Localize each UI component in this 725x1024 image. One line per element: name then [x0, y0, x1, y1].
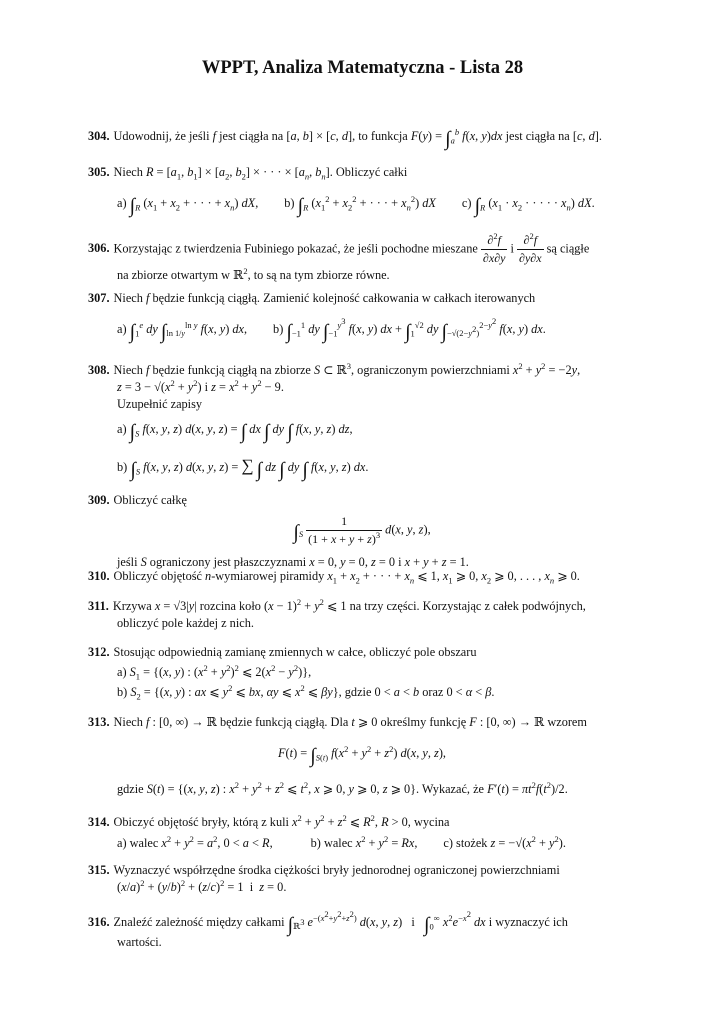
problem-number: 311.: [88, 599, 109, 613]
problem-number: 304.: [88, 129, 110, 143]
page-title: WPPT, Analiza Matematyczna - Lista 28: [201, 58, 524, 78]
problem-308: 308. Niech f będzie funkcją ciągłą na zbiorze S ⊂ ℝ$^3$, ograniczonym powierzchniami $x^2 + y^2 = -2y$, $z = 3 - √(x^2 + y^2)$ i $z = x^2 + y^2 - 9$. Uzupełnić zapisy a) $\int_S$ f(x, y, z) d(x, y, z) = ∫ dx ∫ dy ∫ f(x, y, z) dz, b) $\int_S$ f(x, y, z) d(x, y, z) = ∑ ∫ dz ∫ dy ∫ f(x, y, z) dx.: [88, 360, 581, 481]
problem-304: 304. Udowodnij, że jeśli f jest ciągła na [a, b] × [c, d], to funkcja $F(y) = \int_a^b$ f(x, y)dx jest ciągła na [c, d].: [88, 126, 602, 150]
problem-316: 316. Znaleźć zależność między całkami $\int_{ℝ^3}$ $e^{-(x^2+y^2+z^2)}$ d(x, y, z) i $\int_0^\infty$ $x^2e^{-x^2}$ dx i wyznaczyć ich wartości.: [88, 909, 568, 949]
problem-number: 312.: [88, 645, 110, 659]
problem-number: 310.: [88, 569, 110, 583]
problem-314: 314. Obiczyć objętość bryły, którą z kuli $x^2 + y^2 + z^2$ ⩽ $R^2$, R > 0, wycina a) walec $x^2 + y^2 = a^2$, 0 < a < R, b) walec $x^2 + y^2 = Rx$, c) stożek $z = -√(x^2 + y^2)$.: [88, 812, 566, 850]
problem-306: 306. Korzystając z twierdzenia Fubiniego pokazać, że jeśli pochodne mieszane $\frac{\partial^2f}{\partial x\partial y}$ i $\frac{\partial^2f}{\partial y\partial x}$ są ciągłe na zbiorze otwartym w ℝ$^2$, to są na tym zbiorze równe.: [88, 231, 590, 282]
problem-number: 307.: [88, 291, 110, 305]
problem-number: 305.: [88, 165, 110, 179]
problem-number: 314.: [88, 815, 110, 829]
problem-309: 309. Obliczyć całkę $\int_S$ $\frac{1}{(1 + x + y + z)^3}$ d(x, y, z), jeśli S ograniczony jest płaszczyznami x = 0, y = 0, z = 0 i x + y + z = 1.: [88, 493, 469, 569]
problem-number: 316.: [88, 915, 110, 929]
problem-311: 311. Krzywa x = √3|y| rozcina koło $(x - 1)^2 + y^2$ ⩽ 1 na trzy części. Korzystając z całek podwójnych, obliczyć pole każdej z nich.: [88, 596, 586, 630]
problem-307: 307. Niech f będzie funkcją ciągłą. Zamienić kolejność całkowania w całkach iterowanych a) $\int_1^e$ dy $\int_{ln 1/y}^{ln y}$ f(x, y) dx, b) $\int_{-1}^1$ dy $\int_{-1}^{y^3}$ f(x, y) dx + $\int_1^{√2}$ dy $\int_{-√(2-y^2)}^{2-y^2}$ f(x, y) dx.: [88, 291, 546, 343]
problem-number: 306.: [88, 241, 110, 256]
problem-305: 305. Niech $R = [a_1$, $b_1] \times [a_2$, $b_2$] × · · · × [$a_n$, $b_n$]. Obliczyć całki a) $\int_R$ ($x_1 + x_2$ + · · · + $x_n$) dX, b) $\int_R$ ($x_1^2 + x_2^2$ + · · · + $x_n^2$) dX c) $\int_R$ ($x_1 \cdot x_2$ · · · · · $x_n$) dX.: [88, 165, 595, 217]
problem-number: 315.: [88, 863, 110, 877]
problem-313: 313. Niech f : [0, ∞) → ℝ będzie funkcją ciągłą. Dla t ⩾ 0 określmy funkcję F : [0, ∞) → ℝ wzorem $F(t) = \int_{S(t)}$ $f(x^2 + y^2 + z^2)$ d(x, y, z), gdzie S(t) = {(x, y, z) : $x^2 + y^2 + z^2$ ⩽ $t^2$, x ⩾ 0, y ⩾ 0, z ⩾ 0}. Wykazać, że $F'(t) = \pi t^2f(t^2)/2$.: [88, 715, 587, 796]
problem-number: 313.: [88, 715, 110, 729]
problem-number: 309.: [88, 493, 110, 507]
problem-number: 308.: [88, 363, 110, 377]
problem-312: 312. Stosując odpowiednią zamianę zmiennych w całce, obliczyć pole obszaru a) $S_1 = \{(x$, y) : $(x^2 + y^2)^2$ ⩽ $2(x^2 - y^2)$}, b) $S_2 = \{(x$, y) : ax ⩽ $y^2$ ⩽ bx, αy ⩽ $x^2$ ⩽ βy}, gdzie 0 < a < b oraz 0 < α < β.: [88, 645, 495, 702]
problem-310: 310. Obliczyć objętość n-wymiarowej piramidy $x_1 + x_2$ + · · · + $x_n$ ⩽ 1, $x_1$ ⩾ 0, $x_2$ ⩾ 0, . . . , $x_n$ ⩾ 0.: [88, 569, 580, 586]
problem-315: 315. Wyznaczyć współrzędne środka ciężkości bryły jednorodnej ograniczonej powierzchniami $(x/a)^2 + (y/b)^2 + (z/c)^2 = 1$ i z = 0.: [88, 863, 560, 894]
